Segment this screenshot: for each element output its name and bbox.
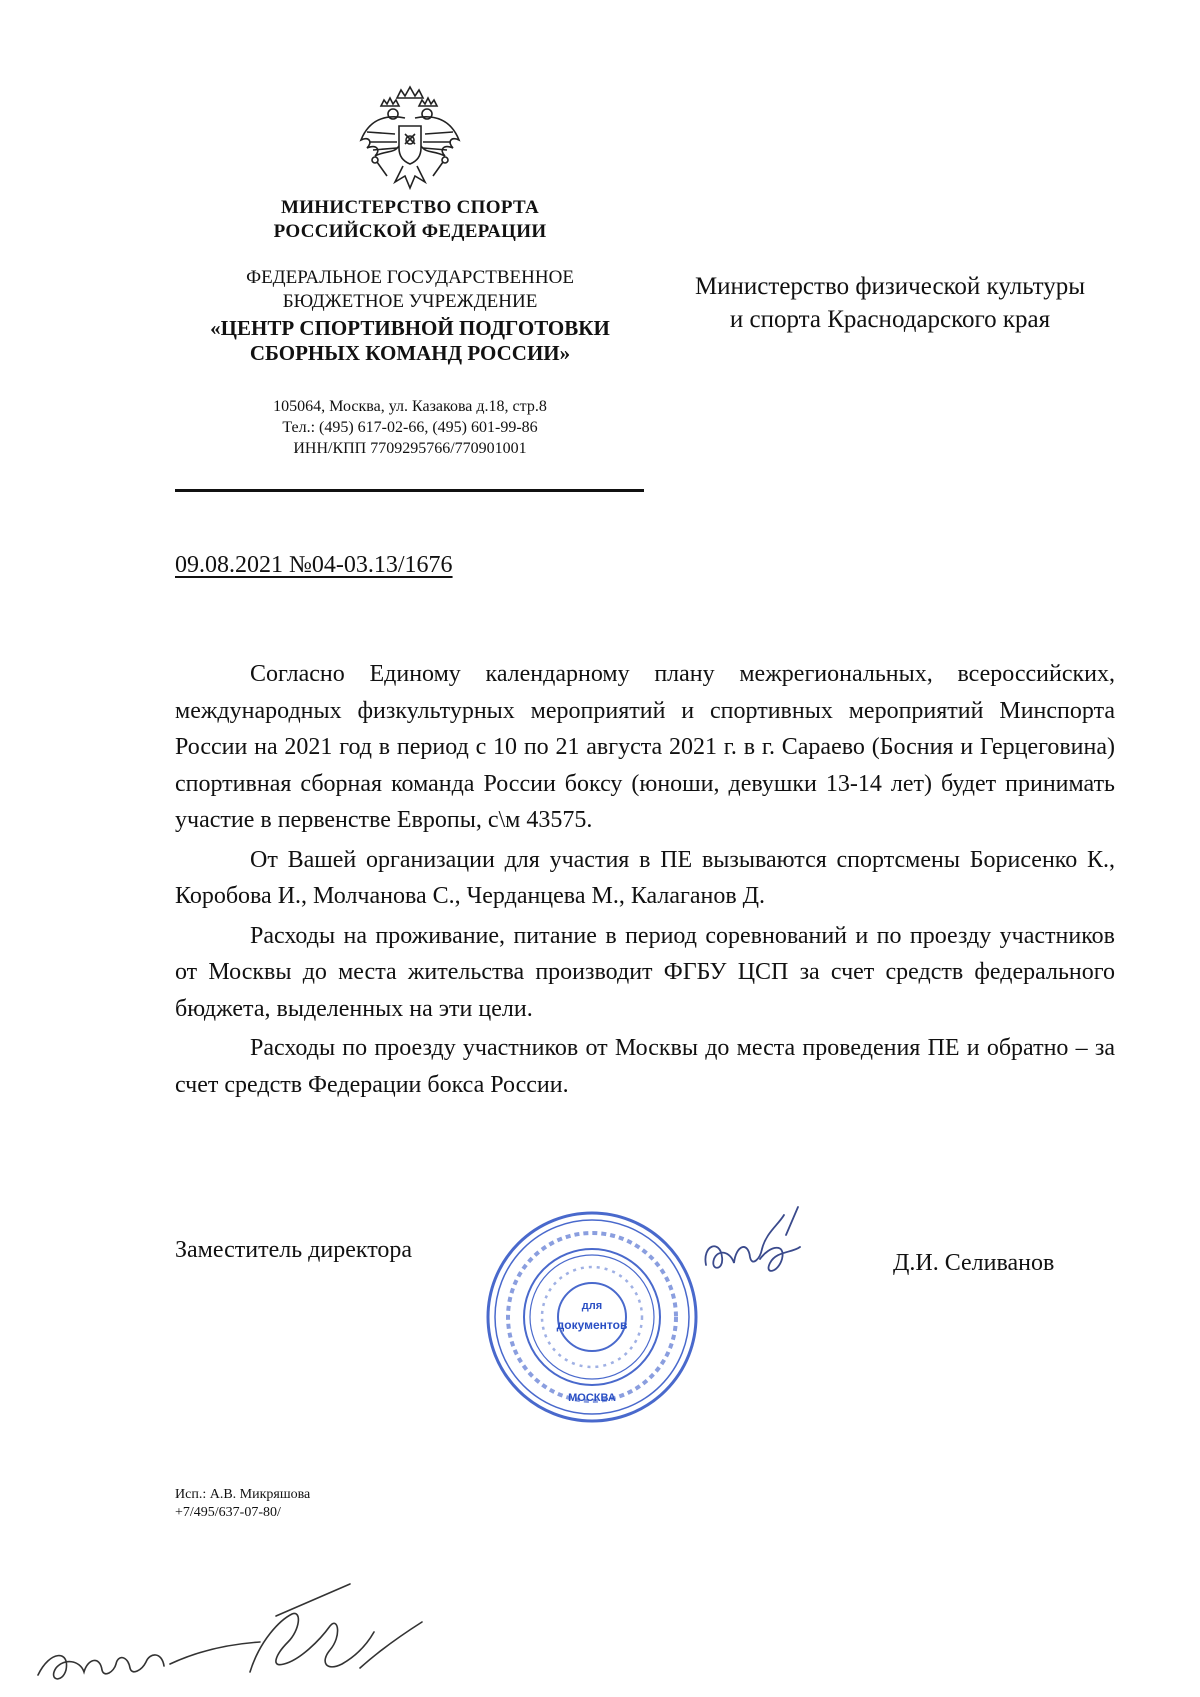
inn-kpp: ИНН/КПП 7709295766/770901001 bbox=[293, 440, 527, 457]
ministry-line: МИНИСТЕРСТВО СПОРТА bbox=[280, 197, 540, 218]
signatory-name: Д.И. Селиванов bbox=[893, 1250, 1055, 1276]
stamp-city-text: МОСКВА bbox=[568, 1392, 616, 1404]
center-name bbox=[180, 316, 640, 366]
executor-name: Исп.: А.В. Микряшова bbox=[175, 1487, 311, 1502]
letter-body bbox=[175, 656, 1115, 1106]
ministry-line: РОССИЙСКОЙ ФЕДЕРАЦИИ bbox=[273, 221, 547, 242]
signatory-position: Заместитель директора bbox=[175, 1237, 413, 1263]
stamp-center-text: для bbox=[581, 1300, 603, 1312]
body-paragraph: От Вашей организации для участия в ПЕ вызываются спортсмены Борисенко К., Коробова И., Молчанова С., Черданцева М., Калаганов Д. bbox=[175, 846, 1115, 909]
institution-line: БЮДЖЕТНОЕ УЧРЕЖДЕНИЕ bbox=[282, 291, 538, 312]
stamp-center-text: документов bbox=[556, 1318, 628, 1332]
body-paragraph: Согласно Единому календарному плану межрегиональных, всероссийских, международных физкультурных мероприятий и спортивных мероприятий Минспорта России на 2021 год в период с 10 по 21 августа 2021 г. в г. Сараево (Босния и Герцеговина) спортивная сборная команда России боксу (юноши, девушки 13-14 лет) будет принимать участие в первенстве Европы, с\м 43575. bbox=[175, 661, 1115, 833]
center-name-line: «ЦЕНТР СПОРТИВНОЙ ПОДГОТОВКИ bbox=[210, 316, 610, 340]
body-paragraph: Расходы на проживание, питание в период соревнований и по проезду участников от Москвы до места жительства производит ФГБУ ЦСП за счет средств федерального бюджета, выделенных на эти цели. bbox=[175, 922, 1115, 1022]
institution-type bbox=[185, 266, 635, 314]
recipient-line: Министерство физической культуры bbox=[694, 273, 1086, 300]
body-paragraph: Расходы по проезду участников от Москвы до места проведения ПЕ и обратно – за счет средств Федерации бокса России. bbox=[175, 1035, 1115, 1098]
executor-block bbox=[175, 1486, 310, 1522]
recipient-block bbox=[640, 270, 1140, 336]
phone: Тел.: (495) 617-02-66, (495) 601-99-86 bbox=[282, 419, 538, 436]
coat-of-arms-icon bbox=[355, 84, 465, 194]
ministry-title bbox=[215, 196, 605, 244]
recipient-line: и спорта Краснодарского края bbox=[729, 306, 1051, 333]
handwritten-mark bbox=[30, 1580, 430, 1690]
letterhead-divider bbox=[175, 489, 644, 492]
address: 105064, Москва, ул. Казакова д.18, стр.8 bbox=[273, 398, 547, 415]
center-name-line: СБОРНЫХ КОМАНД РОССИИ» bbox=[249, 341, 571, 365]
document-date-number: 09.08.2021 №04-03.13/1676 bbox=[175, 552, 453, 578]
contact-block bbox=[215, 396, 605, 459]
official-stamp bbox=[480, 1205, 705, 1430]
institution-line: ФЕДЕРАЛЬНОЕ ГОСУДАРСТВЕННОЕ bbox=[246, 267, 574, 288]
executor-phone: +7/495/637-07-80/ bbox=[175, 1505, 281, 1520]
handwritten-signature bbox=[700, 1205, 810, 1285]
